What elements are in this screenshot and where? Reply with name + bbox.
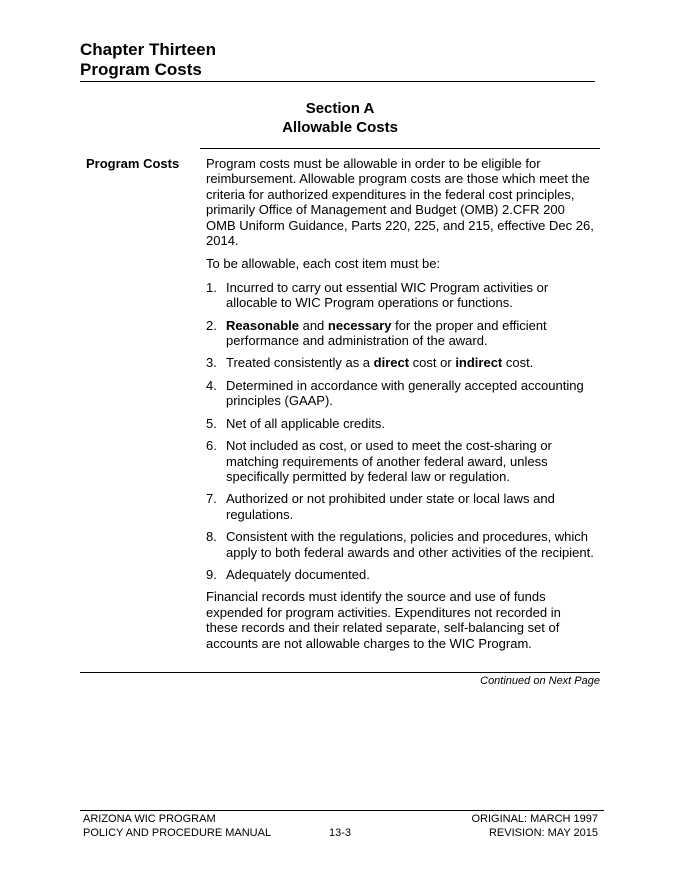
footer-right: [471, 813, 598, 840]
intro-paragraph: Program costs must be allowable in order to be eligible for reimbursement. Allowable program costs are those which meet the criteria for authorized expenditures in the federal cost principles, primarily Office of Management and Budget (OMB) 2.CFR 200 OMB Uniform Guidance, Parts 220, 225, and 215, effective Dec 26, 2014.: [206, 156, 594, 249]
section-heading: [200, 99, 480, 137]
list-number: 7.: [206, 491, 217, 507]
list-number: 8.: [206, 529, 217, 545]
list-text: cost.: [502, 355, 534, 371]
emphasis-necessary: necessary: [327, 317, 392, 333]
list-item: [206, 567, 596, 582]
criteria-list: [206, 280, 596, 583]
chapter-number: Chapter Thirteen: [80, 40, 217, 59]
emphasis-indirect: indirect: [455, 355, 503, 371]
footer-program: ARIZONA WIC PROGRAM: [83, 813, 216, 825]
list-text: Authorized or not prohibited under state or local laws and regulations.: [226, 491, 555, 522]
list-number: 1.: [206, 279, 217, 295]
list-item: [206, 318, 596, 349]
list-text: cost or: [409, 355, 456, 371]
list-item: [206, 438, 596, 484]
footer-revision-date: REVISION: MAY 2015: [488, 826, 598, 839]
section-title: Allowable Costs: [282, 119, 398, 136]
list-text: and: [298, 317, 328, 333]
list-text: Adequately documented.: [226, 566, 370, 582]
list-number: 6.: [206, 438, 217, 454]
footer-left: [83, 813, 271, 840]
footer-original-date: ORIGINAL: MARCH 1997: [471, 813, 598, 825]
list-text: for the proper and efficient performance and administration of the award.: [226, 317, 547, 349]
list-item: [206, 416, 596, 431]
list-text: Treated consistently as a: [226, 355, 374, 371]
list-text: Determined in accordance with generally accepted accounting principles (GAAP).: [226, 377, 584, 409]
list-intro: To be allowable, each cost item must be:: [206, 256, 441, 272]
list-item: [206, 529, 596, 560]
chapter-title: Program Costs: [80, 60, 202, 79]
chapter-header: [80, 40, 595, 82]
closing-paragraph: Financial records must identify the source and use of funds expended for program activities. Expenditures not recorded in these records and their related separate, self-balancing set of accounts are not allowable charges to the WIC Program.: [206, 589, 561, 651]
section-divider: [200, 148, 600, 149]
list-item: [206, 355, 596, 370]
content-divider: [80, 672, 600, 673]
list-number: 3.: [206, 355, 217, 371]
list-text: Incurred to carry out essential WIC Program activities or allocable to WIC Program operations or functions.: [226, 279, 549, 311]
page-number: 13-3: [329, 826, 352, 839]
list-item: [206, 280, 596, 311]
list-number: 2.: [206, 317, 217, 333]
side-heading: Program Costs: [86, 156, 180, 171]
list-number: 4.: [206, 377, 217, 393]
body-content: [206, 156, 596, 659]
footer-divider: [80, 810, 604, 811]
list-text: Net of all applicable credits.: [226, 415, 385, 431]
emphasis-reasonable: Reasonable: [226, 317, 299, 333]
section-label: Section A: [305, 100, 375, 117]
list-text: Not included as cost, or used to meet the cost-sharing or matching requirements of another federal award, unless specifically permitted by federal law or regulation.: [226, 438, 552, 484]
emphasis-direct: direct: [373, 355, 410, 371]
list-text: Consistent with the regulations, policies and procedures, which apply to both federal awards and other activities of the recipient.: [226, 529, 594, 560]
continued-note: Continued on Next Page: [480, 675, 600, 687]
list-number: 9.: [206, 566, 217, 582]
footer-manual: POLICY AND PROCEDURE MANUAL: [83, 826, 272, 839]
list-item: [206, 491, 596, 522]
list-item: [206, 378, 596, 409]
list-number: 5.: [206, 415, 217, 431]
